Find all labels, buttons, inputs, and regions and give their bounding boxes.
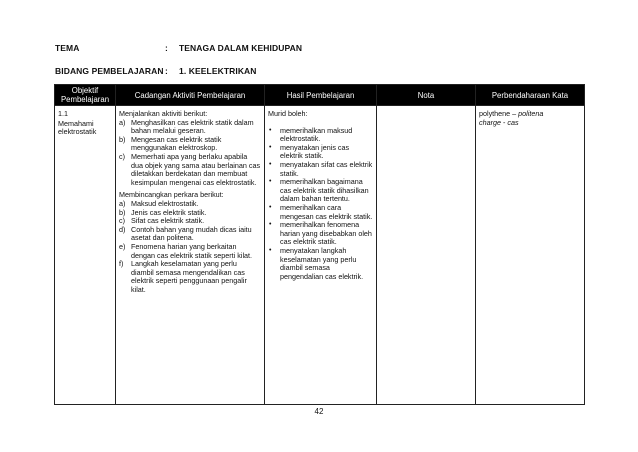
list-item: • menyatakan sifat cas elektrik statik. xyxy=(269,159,373,178)
outcomes-intro: Murid boleh: xyxy=(268,109,308,118)
syllabus-table xyxy=(54,84,585,405)
list-item: c) Memerhati apa yang berlaku apabila dua objek yang sama atau berlainan cas diletakkan berdekatan dan membuat kesimpulan mengenai cas elektrostatik. xyxy=(119,151,261,187)
list-item: c) Sifat cas elektrik statik. xyxy=(119,216,205,226)
notes-cell xyxy=(377,106,476,405)
objective-line2: elektrostatik xyxy=(58,127,97,137)
bidang-value: 1. KEELEKTRIKAN xyxy=(179,66,257,76)
list-item: • memerihalkan maksud elektrostatik. xyxy=(269,125,353,144)
activities-cell xyxy=(116,106,265,405)
header-hasil: Hasil Pembelajaran xyxy=(265,85,377,106)
vocabulary-cell xyxy=(476,106,585,405)
list-item: e) Fenomena harian yang berkaitan dengan cas elektrik statik seperti kilat. xyxy=(119,241,253,260)
header-objektif-line2: Pembelajaran xyxy=(60,95,110,104)
bullet-icon: • xyxy=(269,246,272,254)
list-item: a) Maksud elektrostatik. xyxy=(119,198,199,208)
page-number: 42 xyxy=(314,407,324,416)
objective-number: 1.1 xyxy=(58,109,68,118)
list-item: • menyatakan langkah keselamatan yang perlu diambil semasa pengendalian cas elektrik. xyxy=(269,245,364,281)
objective-line1: Memahami xyxy=(58,118,94,128)
bullet-icon: • xyxy=(269,178,272,186)
activities-intro-1: Menjalankan aktiviti berikut: xyxy=(119,109,208,118)
header-objektif-line1: Objektif xyxy=(71,86,99,95)
meta-bidang-row xyxy=(55,66,455,78)
list-item: • memerihalkan bagaimana cas elektrik statik dihasilkan dalam bahan tertentu. xyxy=(269,177,369,204)
tema-label: TEMA xyxy=(55,43,80,53)
list-item: a) Menghasilkan cas elektrik statik dalam bahan melalui geseran. xyxy=(119,117,254,136)
bullet-icon: • xyxy=(269,203,272,211)
activities-list-2 xyxy=(119,200,261,295)
meta-tema-row xyxy=(55,43,455,55)
list-item: b) Jenis cas elektrik statik. xyxy=(119,207,207,217)
bullet-icon: • xyxy=(269,143,272,151)
activities-intro-2: Membincangkan perkara berikut: xyxy=(119,190,224,200)
bidang-label: BIDANG PEMBELAJARAN xyxy=(55,66,164,76)
activities-list-1 xyxy=(119,119,261,188)
outcomes-cell xyxy=(265,106,377,405)
list-item: • memerihalkan fenomena harian yang disebabkan oleh cas elektrik statik. xyxy=(269,220,372,247)
bullet-icon: • xyxy=(269,221,272,229)
header-objektif xyxy=(55,85,116,106)
objective-cell xyxy=(55,106,116,405)
list-item: f) Langkah keselamatan yang perlu diambil semasa mengendalikan cas elektrik seperti penggunaan pengalir kilat. xyxy=(119,259,247,294)
table-row xyxy=(55,106,585,405)
tema-colon: : xyxy=(165,43,168,53)
list-item: • memerihalkan cara mengesan cas elektrik statik. xyxy=(269,202,373,221)
tema-value: TENAGA DALAM KEHIDUPAN xyxy=(179,43,303,53)
bidang-colon: : xyxy=(165,66,168,76)
bullet-icon: • xyxy=(269,126,272,134)
vocab-item-charge: charge - cas xyxy=(479,117,519,127)
outcomes-list xyxy=(268,127,373,282)
bullet-icon: • xyxy=(269,160,272,168)
header-nota: Nota xyxy=(377,85,476,106)
header-perbendaharaan: Perbendaharaan Kata xyxy=(476,85,585,106)
header-row xyxy=(55,85,585,106)
list-item: d) Contoh bahan yang mudah dicas iaitu asetat dan politena. xyxy=(119,224,252,243)
list-item: b) Mengesan cas elektrik statik menggunakan elektroskop. xyxy=(119,134,222,153)
header-cadangan: Cadangan Aktiviti Pembelajaran xyxy=(116,85,265,106)
list-item: • menyatakan jenis cas elektrik statik. xyxy=(269,142,350,161)
vocab-item-polythene: polythene – politena xyxy=(479,109,544,118)
